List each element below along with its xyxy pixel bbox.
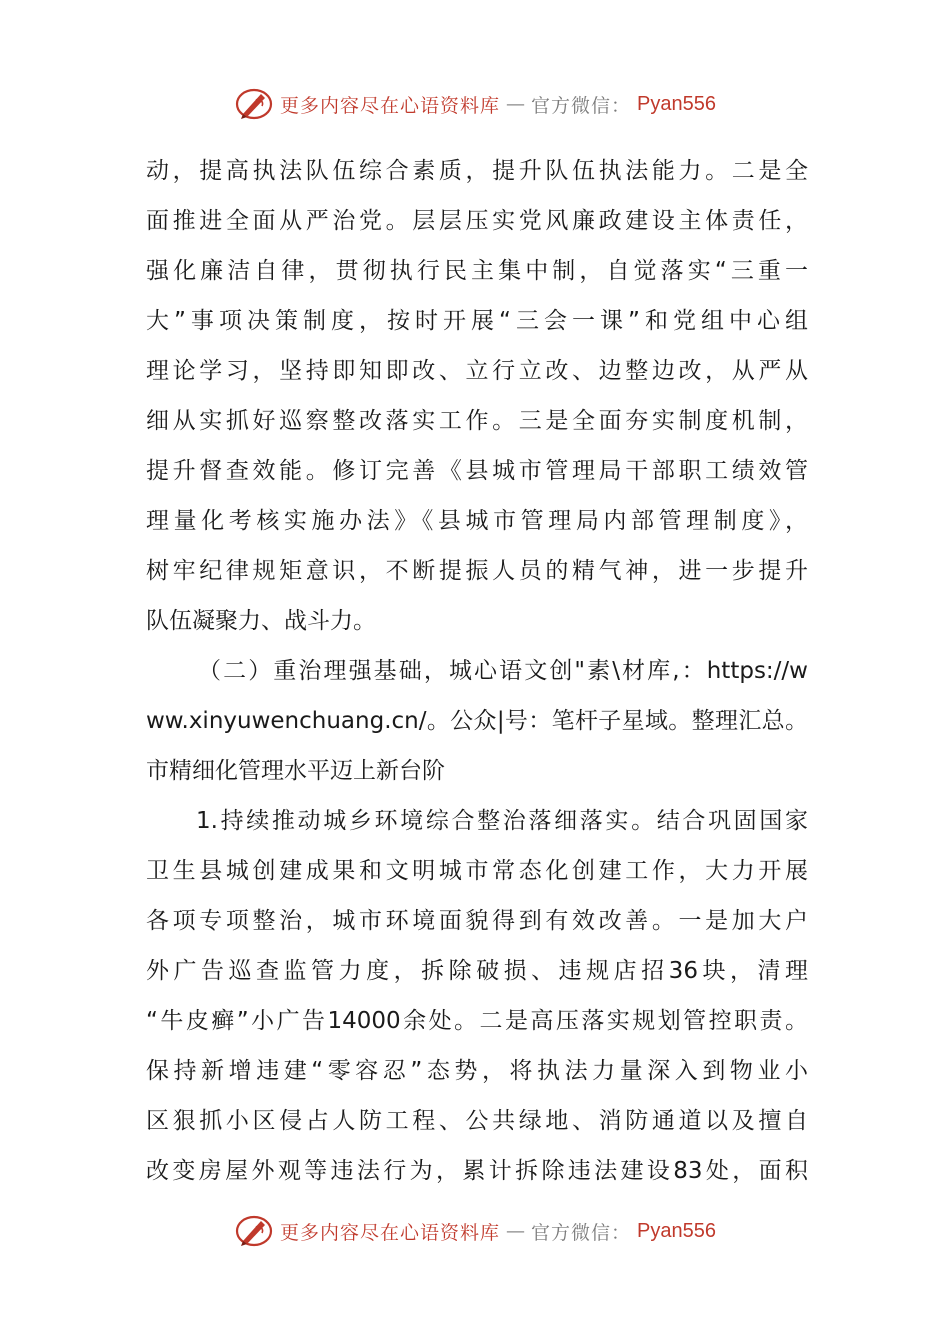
body-line: 动，提高执法队伍综合素质，提升队伍执法能力。二是全 bbox=[146, 158, 808, 184]
banner-account-id: Pyan556 bbox=[637, 1219, 716, 1242]
body-line: 树牢纪律规矩意识，不断提振人员的精气神，进一步提升 bbox=[146, 558, 808, 584]
body-line: 改变房屋外观等违法行为，累计拆除违法建设83处，面积 bbox=[146, 1158, 808, 1184]
body-line: 提升督查效能。修订完善《县城市管理局干部职工绩效管 bbox=[146, 458, 808, 484]
body-line: 卫生县城创建成果和文明城市常态化创建工作，大力开展 bbox=[146, 858, 808, 884]
banner-site-name: 更多内容尽在心语资料库 bbox=[280, 94, 501, 117]
section-heading: （二）重治理强基础，城心语文创"素\材库,：https://w bbox=[198, 658, 808, 684]
body-line: 市精细化管理水平迈上新台阶 bbox=[146, 758, 445, 784]
banner-separator: — bbox=[506, 93, 526, 115]
body-line: 强化廉洁自律，贯彻执行民主集中制，自觉落实“三重一 bbox=[146, 258, 808, 284]
banner-account-label: 官方微信： bbox=[531, 94, 632, 117]
subsection-heading: 1.持续推动城乡环境综合整治落细落实。结合巩固国家 bbox=[196, 808, 808, 834]
banner-account-label: 官方微信： bbox=[531, 1221, 632, 1244]
banner-account-id: Pyan556 bbox=[637, 92, 716, 115]
body-line: 面推进全面从严治党。层层压实党风廉政建设主体责任， bbox=[146, 208, 808, 234]
pen-nib-logo-icon bbox=[234, 1213, 274, 1249]
header-banner bbox=[0, 84, 950, 124]
body-line: 理论学习，坚持即知即改、立行立改、边整边改，从严从 bbox=[146, 358, 808, 384]
document-body bbox=[146, 146, 808, 1196]
body-line: 各项专项整治，城市环境面貌得到有效改善。一是加大户 bbox=[146, 908, 808, 934]
body-line: 队伍凝聚力、战斗力。 bbox=[146, 608, 376, 634]
body-line: 细从实抓好巡察整改落实工作。三是全面夯实制度机制， bbox=[146, 408, 808, 434]
pen-nib-logo-icon bbox=[234, 86, 274, 122]
body-line: 保持新增违建“零容忍”态势，将执法力量深入到物业小 bbox=[146, 1058, 808, 1084]
body-line: 大”事项决策制度，按时开展“三会一课”和党组中心组 bbox=[146, 308, 808, 334]
body-line: ww.xinyuwenchuang.cn/。公众|号：笔杆子星域。整理汇总。 bbox=[146, 708, 808, 734]
body-line: 外广告巡查监管力度，拆除破损、违规店招36块，清理 bbox=[146, 958, 808, 984]
body-line: “牛皮癣”小广告14000余处。二是高压落实规划管控职责。 bbox=[146, 1008, 808, 1034]
banner-site-name: 更多内容尽在心语资料库 bbox=[280, 1221, 501, 1244]
footer-banner bbox=[0, 1211, 950, 1251]
body-line: 区狠抓小区侵占人防工程、公共绿地、消防通道以及擅自 bbox=[146, 1108, 808, 1134]
banner-separator: — bbox=[506, 1220, 526, 1242]
body-line: 理量化考核实施办法》《县城市管理局内部管理制度》， bbox=[146, 508, 808, 534]
